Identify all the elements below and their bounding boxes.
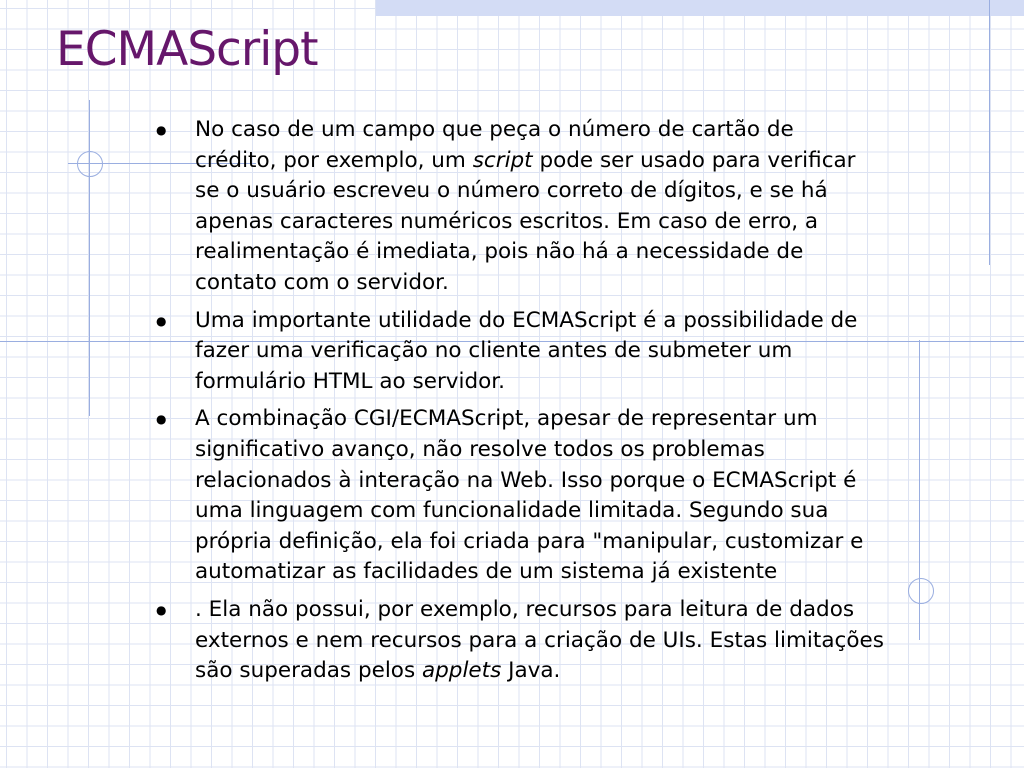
decor-vertical-line-left (89, 100, 90, 416)
text-segment: contato com o servidor. (195, 269, 449, 295)
text-segment: uma linguagem com funcionalidade limitada. Segundo sua (195, 498, 829, 524)
bullet-text-line (195, 237, 1006, 268)
text-segment: significativo avanço, não resolve todos os problemas (195, 436, 765, 462)
bullet-text-line (195, 176, 1006, 207)
text-segment: apenas caracteres numéricos escritos. Em caso de erro, a (195, 208, 819, 234)
text-segment: automatizar as facilidades de um sistema já existente (195, 559, 778, 585)
bullet-text-line (195, 367, 1006, 398)
text-segment: No caso de um campo que peça o número de cartão de (195, 117, 794, 142)
bullet-text-line (195, 306, 1006, 337)
text-segment: se o usuário escreveu o número correto de dígitos, e se há (195, 178, 828, 204)
bullet-disc-icon: ● (156, 602, 167, 617)
bullet-disc-icon: ● (156, 412, 167, 427)
bullet-text-line (195, 656, 1006, 687)
bullet-list (156, 115, 1006, 694)
text-segment: externos e nem recursos para a criação de UIs. Estas limitações (195, 627, 884, 653)
bullet-text-line (195, 404, 1006, 435)
bullet-text-line (195, 207, 1006, 238)
top-accent-band (376, 0, 1024, 16)
decor-circle-left (77, 151, 103, 177)
bullet-text-line (195, 115, 1006, 146)
italic-term: applets (421, 658, 502, 684)
slide-title: ECMAScript (56, 22, 318, 77)
text-segment: crédito, por exemplo, um (195, 147, 473, 173)
bullet-text-line (195, 626, 1006, 657)
bullet-item (156, 404, 1006, 588)
bullet-text-line (195, 595, 1006, 626)
text-segment: Uma importante utilidade do ECMAScript é a possibilidade de (195, 307, 858, 333)
bullet-disc-icon: ● (156, 313, 167, 328)
text-segment: formulário HTML ao servidor. (195, 368, 505, 394)
text-segment: fazer uma verificação no cliente antes de submeter um (195, 338, 793, 364)
text-segment: Java. (501, 658, 561, 684)
text-segment: A combinação CGI/ECMAScript, apesar de representar um (195, 406, 818, 432)
text-segment: são superadas pelos (195, 658, 422, 684)
bullet-item (156, 306, 1006, 398)
bullet-text-line (195, 268, 1006, 299)
bullet-text-line (195, 466, 1006, 497)
bullet-text-line (195, 336, 1006, 367)
bullet-text-line (195, 496, 1006, 527)
bullet-item (156, 595, 1006, 687)
bullet-text-line (195, 527, 1006, 558)
bullet-text-line (195, 435, 1006, 466)
bullet-text-line (195, 146, 1006, 177)
text-segment: . Ela não possui, por exemplo, recursos para leitura de dados (195, 596, 855, 622)
italic-term: script (472, 147, 533, 173)
bullet-item (156, 115, 1006, 299)
text-segment: realimentação é imediata, pois não há a necessidade de (195, 239, 804, 265)
text-segment: pode ser usado para verificar (532, 147, 856, 173)
bullet-disc-icon: ● (156, 123, 167, 137)
text-segment: própria definição, ela foi criada para "manipular, customizar e (195, 528, 864, 554)
text-segment: relacionados à interação na Web. Isso porque o ECMAScript é (195, 467, 857, 493)
bullet-text-line (195, 557, 1006, 588)
